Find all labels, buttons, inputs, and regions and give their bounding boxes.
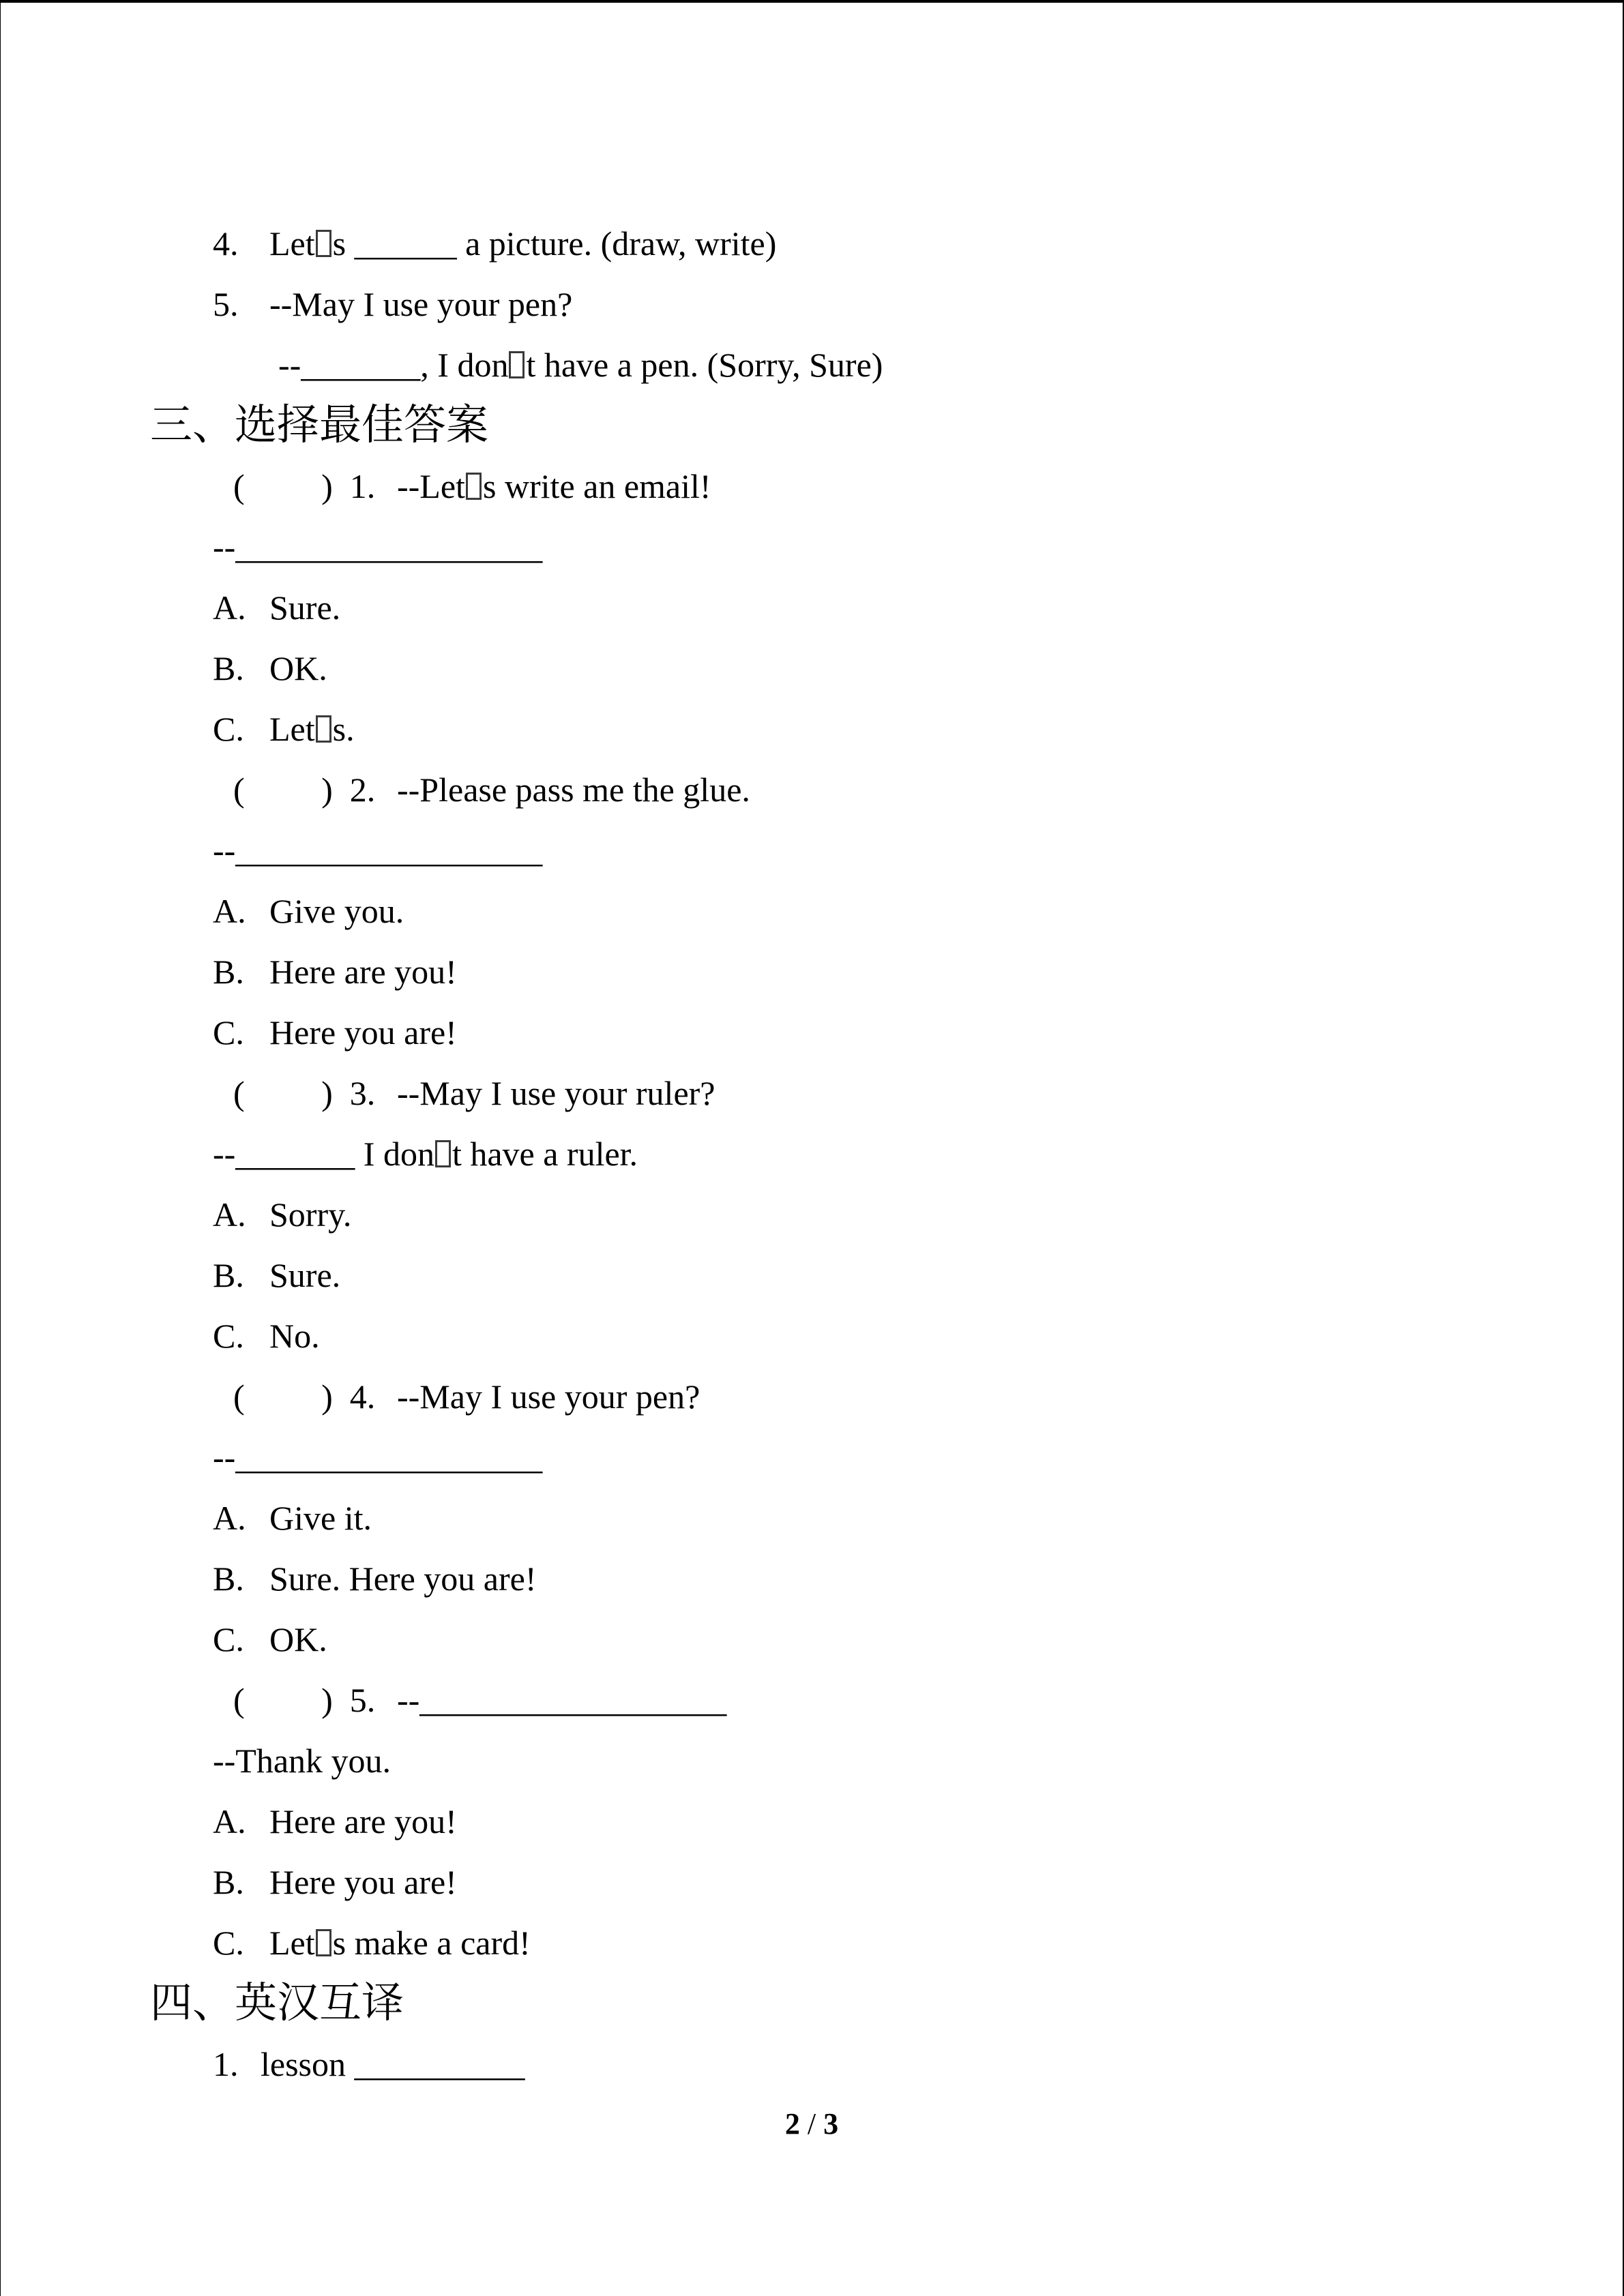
option-letter-marker: A. — [213, 1195, 246, 1234]
option-text: Sorry. — [269, 1195, 352, 1234]
missing-glyph-box — [316, 230, 331, 257]
choice-option-line — [150, 578, 1623, 638]
missing-glyph-box — [316, 1929, 331, 1956]
option-text: OK. — [269, 1620, 327, 1658]
option-letter-marker: B. — [213, 953, 244, 991]
choice-option-line — [150, 1245, 1623, 1306]
question-number-marker: ( ) 2. — [233, 771, 376, 809]
section-four-heading: 四、英汉互译 — [150, 1980, 404, 2027]
choice-question-line — [150, 1670, 1623, 1731]
choice-answer-reply-line: --Thank you. — [213, 1742, 392, 1780]
option-text: OK. — [269, 649, 327, 687]
translation-item-line — [150, 2034, 1623, 2095]
choice-option-line — [150, 1549, 1623, 1609]
question-number-marker: ( ) 5. — [233, 1681, 376, 1719]
question-prompt: --May I use your pen? — [397, 1377, 700, 1416]
option-letter-marker: C. — [213, 1317, 244, 1355]
option-text: Give it. — [269, 1499, 372, 1537]
choice-option-line — [150, 942, 1623, 1002]
question-prompt: --May I use your ruler? — [397, 1074, 715, 1112]
section-three-heading: 三、选择最佳答案 — [150, 402, 489, 449]
translation-item-text: lesson __________ — [261, 2045, 525, 2083]
choice-option-line — [150, 1609, 1623, 1670]
choice-option-line — [150, 1488, 1623, 1549]
choice-option-line — [150, 638, 1623, 699]
fill-in-item-line — [150, 213, 1623, 274]
choice-question-line — [150, 456, 1623, 517]
item-number-marker: 4. — [213, 224, 239, 263]
missing-glyph-box — [316, 715, 331, 743]
option-text: No. — [269, 1317, 320, 1355]
option-text: Sure. Here you are! — [269, 1560, 537, 1598]
choice-option-line — [150, 1852, 1623, 1913]
choice-answer-blank-line: --__________________ — [213, 1438, 543, 1476]
missing-glyph-box — [509, 351, 525, 378]
question-prompt: --__________________ — [397, 1681, 727, 1719]
option-text: Let s. — [269, 710, 355, 748]
document-body — [1, 3, 1623, 2095]
choice-option-line — [150, 881, 1623, 942]
option-letter-marker: C. — [213, 710, 244, 748]
option-text: Here you are! — [269, 1863, 457, 1901]
option-letter-marker: A. — [213, 1802, 246, 1840]
choice-answer-blank-line: --_______ I don t have a ruler. — [213, 1135, 638, 1173]
choice-answer-blank-line: --__________________ — [213, 528, 543, 566]
choice-option-line — [150, 1184, 1623, 1245]
choice-option-line — [150, 1002, 1623, 1063]
choice-option-line — [150, 1913, 1623, 1973]
option-letter-marker: B. — [213, 1560, 244, 1598]
question-number-marker: ( ) 3. — [233, 1074, 376, 1112]
option-letter-marker: A. — [213, 588, 246, 627]
choice-question-line — [150, 1063, 1623, 1124]
option-letter-marker: A. — [213, 1499, 246, 1537]
choice-question-line — [150, 760, 1623, 820]
option-letter-marker: C. — [213, 1620, 244, 1658]
item-number-marker: 5. — [213, 285, 239, 323]
option-letter-marker: C. — [213, 1013, 244, 1052]
option-text: Sure. — [269, 588, 341, 627]
question-number-marker: ( ) 4. — [233, 1377, 376, 1416]
question-prompt: --Please pass me the glue. — [397, 771, 750, 809]
missing-glyph-box — [435, 1140, 451, 1167]
question-number-marker: ( ) 1. — [233, 467, 376, 505]
fill-in-reply-line: --_______, I don t have a pen. (Sorry, Sure) — [278, 346, 883, 384]
choice-answer-blank-line: --__________________ — [213, 831, 543, 869]
option-letter-marker: A. — [213, 892, 246, 930]
option-letter-marker: C. — [213, 1924, 244, 1962]
current-page-number: 2 — [784, 2107, 800, 2141]
choice-option-line — [150, 1791, 1623, 1852]
item-number-marker: 1. — [213, 2045, 239, 2083]
option-letter-marker: B. — [213, 1863, 244, 1901]
option-text: Here you are! — [269, 1013, 457, 1052]
page-footer — [1, 2107, 1623, 2141]
page-number-separator: / — [799, 2107, 824, 2141]
choice-option-line — [150, 699, 1623, 760]
fill-in-item-text: Let s ______ a picture. (draw, write) — [269, 224, 777, 263]
choice-question-line — [150, 1367, 1623, 1427]
choice-option-line — [150, 1306, 1623, 1367]
option-text: Here are you! — [269, 953, 457, 991]
missing-glyph-box — [466, 473, 482, 500]
option-text: Here are you! — [269, 1802, 457, 1840]
question-prompt: --Let s write an email! — [397, 467, 711, 505]
option-letter-marker: B. — [213, 649, 244, 687]
option-text: Sure. — [269, 1256, 341, 1294]
fill-in-item-line — [150, 274, 1623, 335]
option-letter-marker: B. — [213, 1256, 244, 1294]
total-page-count: 3 — [823, 2107, 839, 2141]
option-text: Give you. — [269, 892, 404, 930]
option-text: Let s make a card! — [269, 1924, 531, 1962]
fill-in-item-text: --May I use your pen? — [269, 285, 573, 323]
